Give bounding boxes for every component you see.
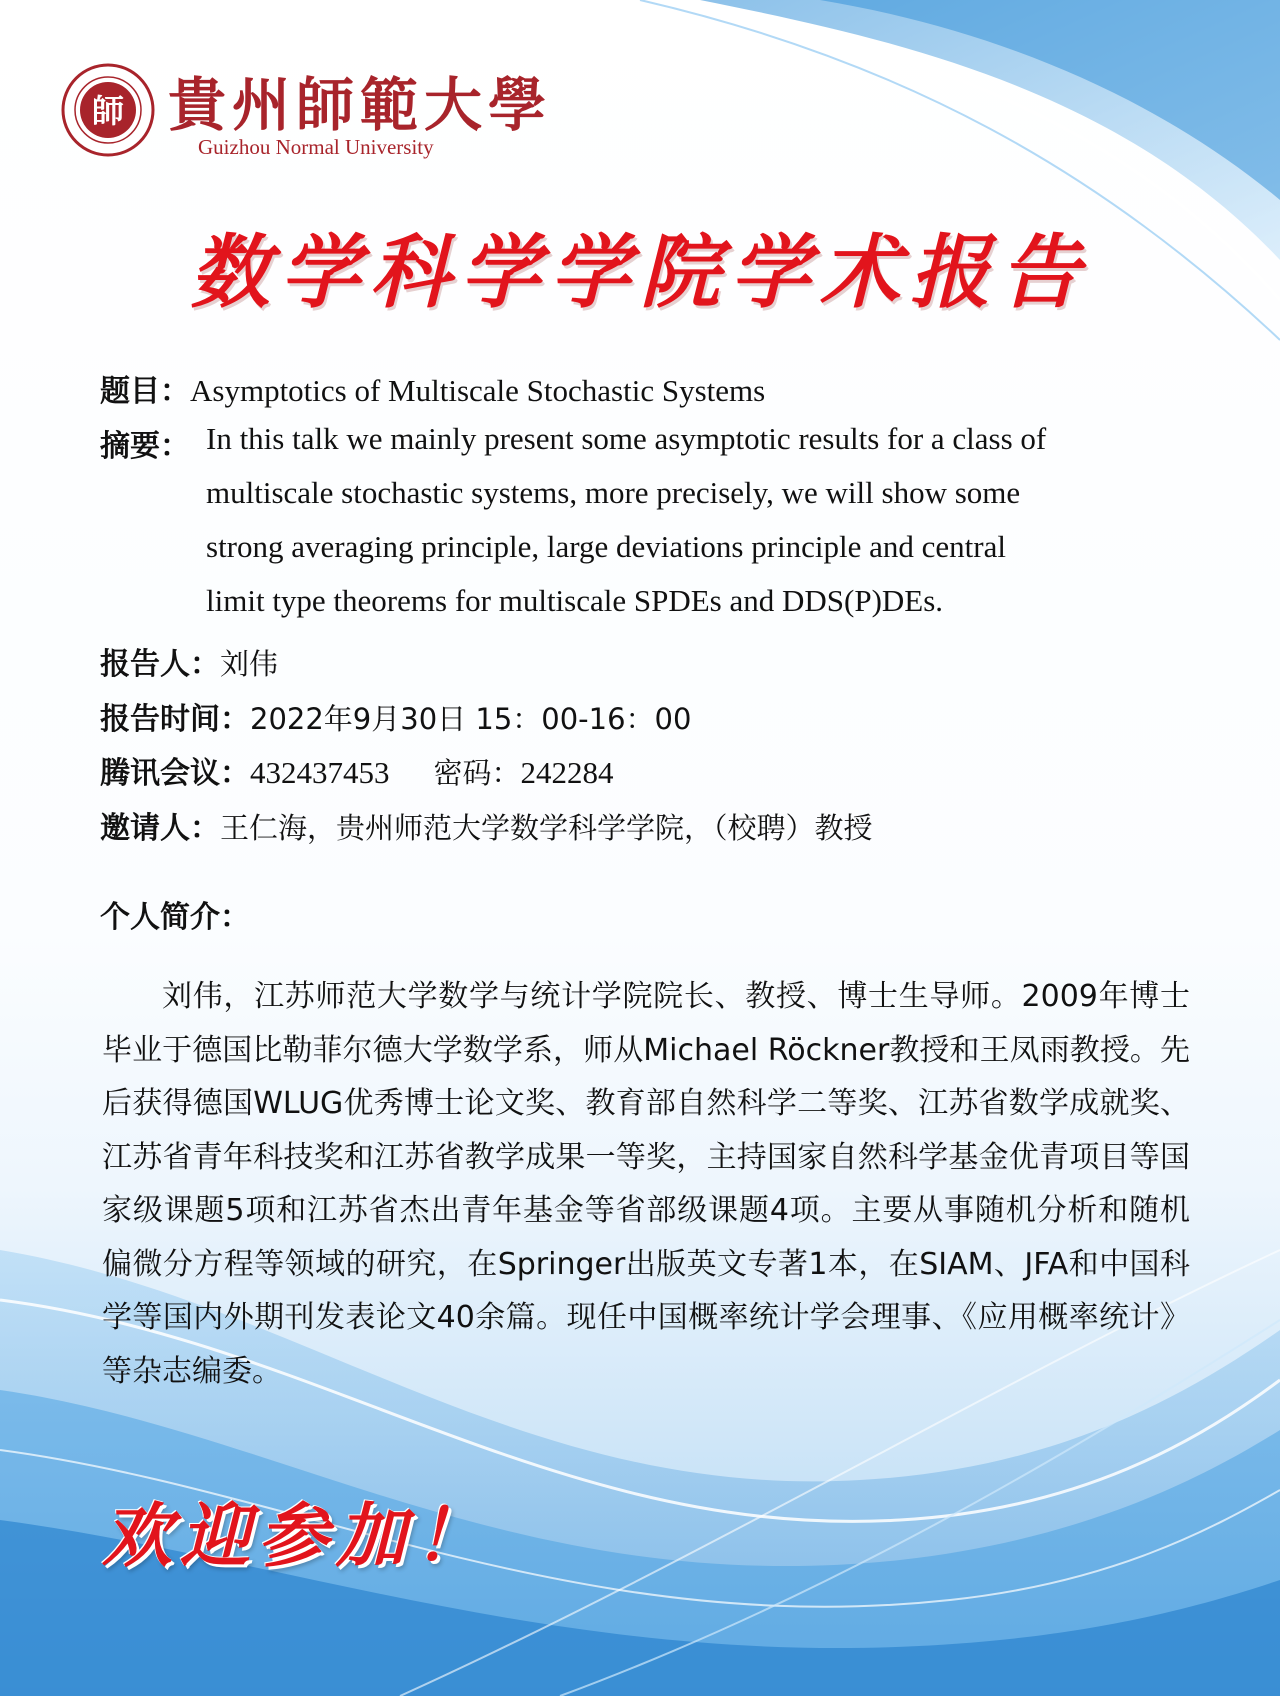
time-value: 2022年9月30日 15：00-16：00 bbox=[250, 702, 692, 736]
abstract-line: strong averaging principle, large deviations principle and central bbox=[206, 529, 1006, 564]
abstract-line: limit type theorems for multiscale SPDEs and DDS(P)DEs. bbox=[206, 583, 944, 618]
university-seal-logo bbox=[60, 62, 156, 158]
speaker-label: 报告人： bbox=[100, 647, 220, 682]
time-label: 报告时间： bbox=[100, 702, 250, 737]
university-name-chinese: 貴州師範大學 bbox=[168, 71, 553, 139]
password-value: 242284 bbox=[520, 755, 614, 790]
seal-character: 師 bbox=[91, 92, 125, 130]
speaker-value: 刘伟 bbox=[220, 647, 279, 681]
abstract-line: In this talk we mainly present some asymptotic results for a class of bbox=[206, 421, 1047, 456]
bio-heading: 个人简介： bbox=[100, 900, 250, 935]
abstract-row bbox=[100, 421, 190, 465]
topic-value: Asymptotics of Multiscale Stochastic Systems bbox=[190, 373, 766, 408]
welcome-slogan: 欢迎参加！ bbox=[102, 1494, 492, 1577]
password-label: 密码： bbox=[433, 756, 521, 790]
topic-label: 题目： bbox=[100, 374, 190, 409]
topic-row bbox=[100, 366, 765, 410]
report-title: 数学科学学院学术报告 bbox=[190, 225, 1090, 319]
meeting-label: 腾讯会议： bbox=[100, 756, 250, 791]
inviter-row bbox=[100, 803, 873, 847]
abstract-label: 摘要： bbox=[100, 429, 190, 464]
bio-text: 刘伟，江苏师范大学数学与统计学院院长、教授、博士生导师。2009年博士毕业于德国比勒菲尔德大学数学系，师从Michael Röckner教授和王凤雨教授。先后获得德国WLUG优秀博士论文奖、教育部自然科学二等奖、江苏省数学成就奖、江苏省青年科技奖和江苏省教学成果一等奖，主持国家自然科学基金优青项目等国家级课题5项和江苏省杰出青年基金等省部级课题4项。主要从事随机分析和随机偏微分方程等领域的研究，在Springer出版英文专著1本，在SIAM、JFA和中国科学等国内外期刊发表论文40余篇。现任中国概率统计学会理事、《应用概率统计》等杂志编委。 bbox=[102, 979, 1190, 1389]
abstract-line: multiscale stochastic systems, more precisely, we will show some bbox=[206, 475, 1021, 510]
meeting-row bbox=[100, 748, 614, 792]
university-name-english: Guizhou Normal University bbox=[198, 135, 434, 159]
inviter-label: 邀请人： bbox=[100, 811, 220, 846]
speaker-row bbox=[100, 639, 278, 683]
meeting-id: 432437453 bbox=[250, 755, 390, 790]
inviter-value: 王仁海，贵州师范大学数学科学学院，（校聘）教授 bbox=[220, 811, 873, 845]
time-row bbox=[100, 694, 691, 738]
